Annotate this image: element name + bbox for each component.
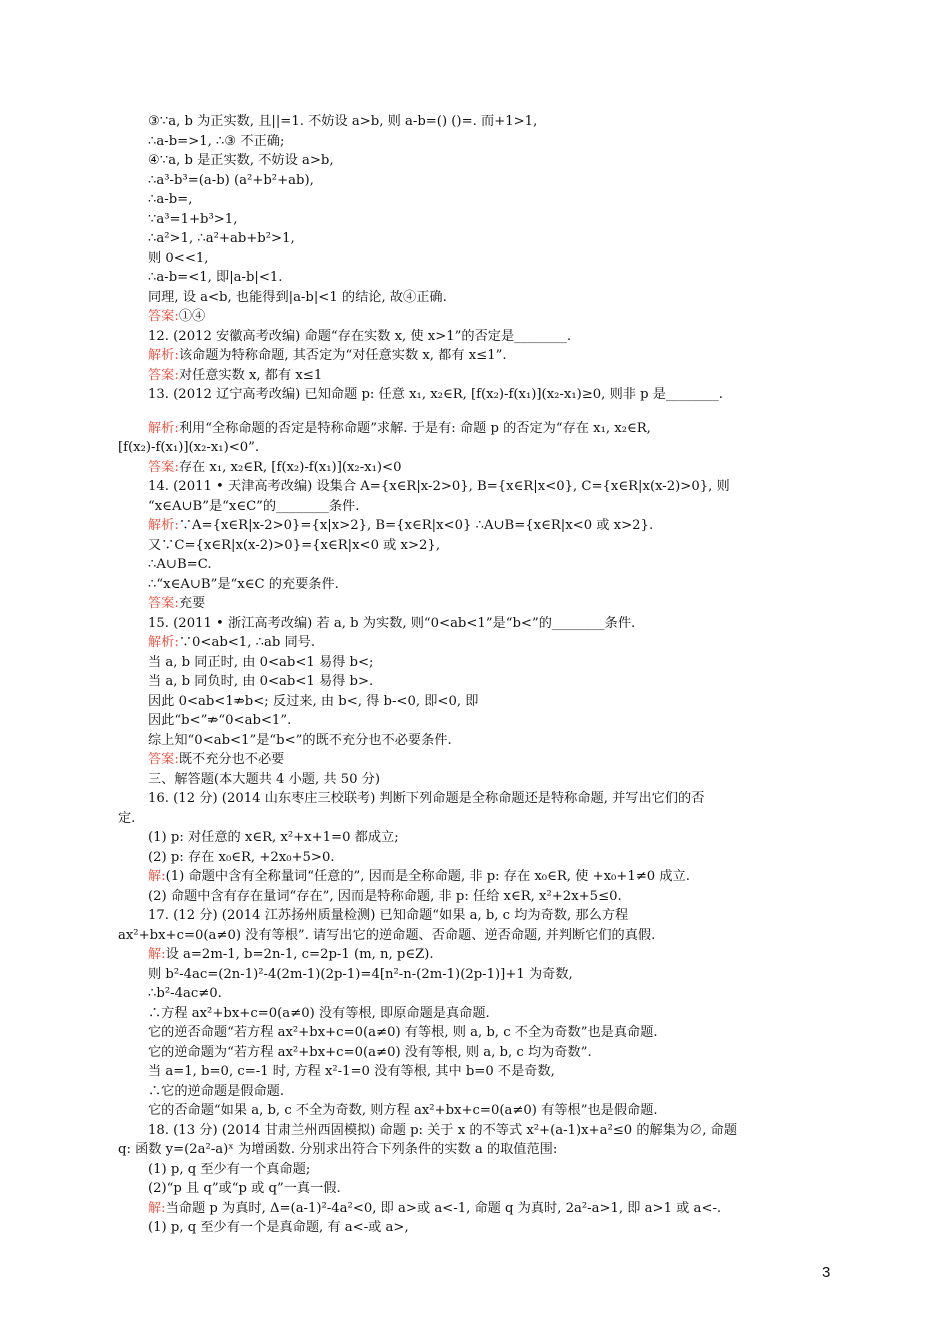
text-line	[118, 438, 840, 458]
text-line	[118, 327, 840, 347]
text-segment: 因此“b<”⇏“0<ab<1”.	[148, 713, 292, 728]
text-segment: 利用“全称命题的否定是特称命题”求解. 于是有: 命题 p 的否定为“存在 x₁, x₂∈R,	[178, 420, 651, 436]
answer-label: 答案:	[148, 459, 179, 475]
text-segment: (1) p: 对任意的 x∈R, x²+x+1=0 都成立;	[148, 830, 399, 845]
text-segment: 则 b²-4ac=(2n-1)²-4(2m-1)(2p-1)=4[n²-n-(2m-1)(2p-1)]+1 为奇数,	[148, 966, 573, 982]
answer-label: 解:	[148, 947, 166, 962]
text-line	[118, 1218, 840, 1238]
text-line	[118, 210, 840, 230]
text-line	[118, 536, 840, 556]
text-segment: 对任意实数 x, 都有 x≤1	[178, 367, 323, 383]
text-segment: ∴a-b=,	[148, 192, 193, 207]
text-segment: ∵A={x∈R|x-2>0}={x|x>2}, B={x∈R|x<0} ∴A∪B={x∈R|x<0 或 x>2}.	[178, 518, 654, 533]
text-line	[118, 672, 840, 692]
text-segment: 14. (2011 • 天津高考改编) 设集合 A={x∈R|x-2>0}, B={x∈R|x<0}, C={x∈R|x(x-2)>0}, 则	[148, 479, 730, 494]
text-line	[118, 731, 840, 751]
text-line	[118, 288, 840, 308]
text-segment: (1) 命题中含有全称量词“任意的”, 因而是全称命题, 非 p: 存在 x₀∈R, 使 +x₀+1≠0 成立.	[165, 869, 690, 884]
answer-label: 答案:	[148, 309, 179, 324]
text-segment: ∵0<ab<1, ∴ab 同号.	[178, 635, 316, 650]
text-line	[118, 1140, 840, 1160]
text-segment: 充要	[178, 596, 206, 611]
text-line	[118, 711, 840, 731]
text-line	[118, 1023, 840, 1043]
text-segment: 存在 x₁, x₂∈R, [f(x₂)-f(x₁)](x₂-x₁)<0	[178, 459, 402, 475]
text-segment: ∴方程 ax²+bx+c=0(a≠0) 没有等根, 即原命题是真命题.	[148, 1005, 490, 1021]
answer-label: 答案:	[148, 596, 179, 611]
text-line	[118, 1179, 840, 1199]
text-line	[118, 405, 840, 419]
answer-label: 答案:	[148, 367, 179, 383]
text-line	[118, 984, 840, 1004]
text-segment: 既不充分也不必要	[178, 752, 285, 767]
text-segment: 综上知“0<ab<1”是“b<”的既不充分也不必要条件.	[148, 732, 452, 748]
text-line	[118, 633, 840, 653]
text-line	[118, 1062, 840, 1082]
text-segment: ∴a-b=>1, ∴③ 不正确;	[148, 133, 285, 149]
text-segment: 同理, 设 a<b, 也能得到|a-b|<1 的结论, 故④正确.	[148, 289, 447, 305]
text-line	[118, 1121, 840, 1141]
text-line	[118, 828, 840, 848]
text-segment: 则 0<<1,	[148, 250, 209, 266]
text-line	[118, 848, 840, 868]
text-line	[118, 385, 840, 405]
text-segment: ∵a³=1+b³>1,	[148, 211, 238, 227]
text-line	[118, 249, 840, 269]
answer-label: 答案:	[148, 752, 179, 767]
text-segment: 16. (12 分) (2014 山东枣庄三校联考) 判断下列命题是全称命题还是特称命题, 并写出它们的否	[148, 791, 705, 806]
text-segment: (2) 命题中含有存在量词“存在”, 因而是特称命题, 非 p: 任给 x∈R, x²+2x+5≤0.	[148, 888, 622, 904]
text-segment: ①④	[178, 309, 206, 324]
text-line	[118, 366, 840, 386]
text-line	[118, 945, 840, 965]
text-line	[118, 151, 840, 171]
text-segment: 当命题 p 为真时, Δ=(a-1)²-4a²<0, 即 a>或 a<-1, 命题 q 为真时, 2a²-a>1, 即 a>1 或 a<-.	[165, 1200, 722, 1216]
text-segment: 定.	[118, 810, 136, 826]
text-segment: “x∈A∪B”是“x∈C”的________条件.	[148, 498, 360, 514]
text-line	[118, 965, 840, 985]
text-line	[118, 497, 840, 517]
text-segment: ∴a-b=<1, 即|a-b|<1.	[148, 270, 283, 285]
text-line	[118, 516, 840, 536]
text-line	[118, 926, 840, 946]
text-line	[118, 1199, 840, 1219]
text-segment: ∴a²>1, ∴a²+ab+b²>1,	[148, 231, 295, 246]
text-segment: 18. (13 分) (2014 甘肃兰州西固模拟) 命题 p: 关于 x 的不等式 x²+(a-1)x+a²≤0 的解集为∅, 命题	[148, 1122, 738, 1138]
answer-label: 解析:	[148, 420, 179, 436]
text-segment: ∴它的逆命题是假命题.	[148, 1083, 285, 1099]
text-line	[118, 692, 840, 712]
text-segment: 当 a, b 同负时, 由 0<ab<1 易得 b>.	[148, 674, 374, 689]
page-number: 3	[822, 1264, 831, 1281]
text-segment: [f(x₂)-f(x₁)](x₂-x₁)<0”.	[118, 440, 260, 455]
text-line	[118, 867, 840, 887]
text-segment: 它的逆否命题“若方程 ax²+bx+c=0(a≠0) 有等根, 则 a, b, c 不全为奇数”也是真命题.	[148, 1025, 658, 1040]
text-segment: 因此 0<ab<1⇏b<; 反过来, 由 b<, 得 b-<0, 即<0, 即	[148, 693, 479, 709]
text-line	[118, 575, 840, 595]
text-line	[118, 594, 840, 614]
text-line	[118, 346, 840, 366]
text-segment: 它的逆命题为“若方程 ax²+bx+c=0(a≠0) 没有等根, 则 a, b, c 均为奇数”.	[148, 1044, 592, 1060]
text-segment: q: 函数 y=(2a²-a)ˣ 为增函数. 分别求出符合下列条件的实数 a 的取值范围:	[118, 1142, 558, 1157]
text-segment: 设 a=2m-1, b=2n-1, c=2p-1 (m, n, p∈Z).	[165, 947, 434, 962]
text-segment: ∴a³-b³=(a-b) (a²+b²+ab),	[148, 172, 314, 188]
text-line	[118, 906, 840, 926]
answer-label: 解:	[148, 1200, 166, 1216]
text-line	[118, 653, 840, 673]
text-segment: (2) p: 存在 x₀∈R, +2x₀+5>0.	[148, 849, 335, 865]
answer-label: 解析:	[148, 518, 179, 533]
answer-label: 解析:	[148, 635, 179, 650]
text-segment: 它的否命题“如果 a, b, c 不全为奇数, 则方程 ax²+bx+c=0(a≠0) 有等根”也是假命题.	[148, 1103, 658, 1118]
text-line	[118, 770, 840, 790]
text-segment: 17. (12 分) (2014 江苏扬州质量检测) 已知命题“如果 a, b, c 均为奇数, 那么方程	[148, 908, 629, 923]
text-segment: 当 a=1, b=0, c=-1 时, 方程 x²-1=0 没有等根, 其中 b=0 不是奇数,	[148, 1064, 555, 1079]
text-line	[118, 419, 840, 439]
text-line	[118, 789, 840, 809]
text-segment: ③∵a, b 为正实数, 且||=1. 不妨设 a>b, 则 a-b=() ()=. 而+1>1,	[148, 114, 538, 129]
answer-label: 解析:	[148, 348, 179, 363]
text-line	[118, 555, 840, 575]
text-segment: ④∵a, b 是正实数, 不妨设 a>b,	[148, 153, 334, 168]
text-segment: 该命题为特称命题, 其否定为“对任意实数 x, 都有 x≤1”.	[178, 348, 507, 363]
text-segment: 又∵C={x∈R|x(x-2)>0}={x∈R|x<0 或 x>2},	[148, 537, 441, 553]
text-segment: 15. (2011 • 浙江高考改编) 若 a, b 为实数, 则“0<ab<1”是“b<”的________条件.	[148, 615, 636, 631]
text-segment: (1) p, q 至少有一个真命题;	[148, 1161, 311, 1177]
text-line	[118, 190, 840, 210]
text-line	[118, 229, 840, 249]
text-segment: 当 a, b 同正时, 由 0<ab<1 易得 b<;	[148, 654, 374, 670]
text-line	[118, 268, 840, 288]
text-segment: 12. (2012 安徽高考改编) 命题“存在实数 x, 使 x>1”的否定是________.	[148, 328, 572, 344]
answer-label: 解:	[148, 869, 166, 884]
text-line	[118, 1160, 840, 1180]
text-line	[118, 887, 840, 907]
text-segment: 13. (2012 辽宁高考改编) 已知命题 p: 任意 x₁, x₂∈R, [f(x₂)-f(x₁)](x₂-x₁)≥0, 则非 p 是________.	[148, 387, 723, 402]
text-segment: ∴“x∈A∪B”是“x∈C 的充要条件.	[148, 576, 339, 592]
text-line	[118, 307, 840, 327]
text-segment: ∴A∪B=C.	[148, 557, 212, 572]
text-line	[118, 750, 840, 770]
text-line	[118, 1043, 840, 1063]
text-segment: 三、解答题(本大题共 4 小题, 共 50 分)	[148, 771, 381, 787]
text-line	[118, 132, 840, 152]
text-line	[118, 614, 840, 634]
text-segment: (1) p, q 至少有一个是真命题, 有 a<-或 a>,	[148, 1220, 409, 1235]
text-line	[118, 1004, 840, 1024]
text-segment: ∴b²-4ac≠0.	[148, 986, 222, 1001]
text-line	[118, 112, 840, 132]
text-line	[118, 1101, 840, 1121]
text-line	[118, 458, 840, 478]
text-line	[118, 477, 840, 497]
text-segment: (2)“p 且 q”或“p 或 q”一真一假.	[148, 1181, 341, 1196]
text-line	[118, 171, 840, 191]
text-line	[118, 809, 840, 829]
text-segment: ax²+bx+c=0(a≠0) 没有等根”. 请写出它的逆命题、否命题、逆否命题, 并判断它们的真假.	[118, 927, 656, 943]
document-body	[118, 112, 840, 1238]
text-line	[118, 1082, 840, 1102]
